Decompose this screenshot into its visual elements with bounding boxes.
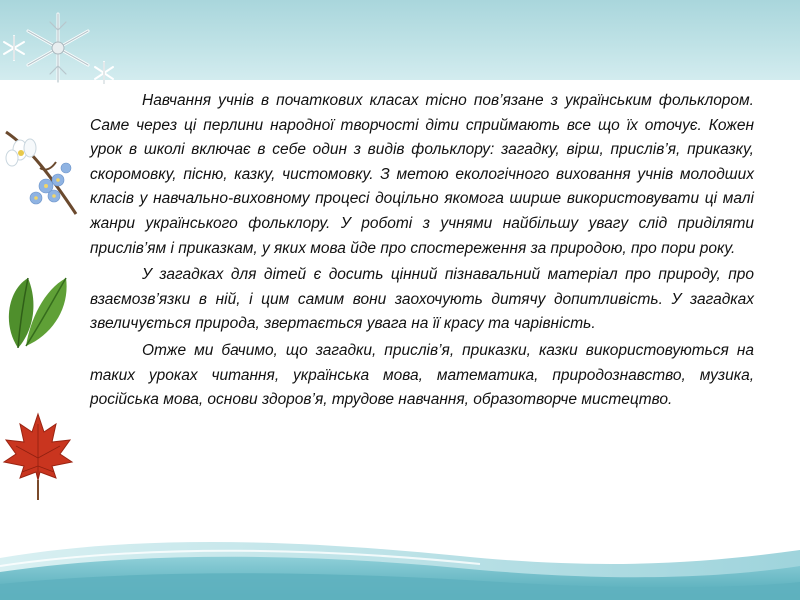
spring-flowers-icon [0,128,82,220]
paragraph-folklore-in-primary-school: Навчання учнів в початкових класах тісно пов’язане з українським фольклором. Саме через ці перлини народної творчості діти сприймають все що їх оточує. Кожен урок в школі включає в себе один з видів фольклору: загадку, вірш, прислів’я, приказку, скоромовку, пісню, казку, чистомовку. З метою екологічного виховання учнів молодших класів у навчально-виховному процесі доцільно якомога ширше використовувати ці малі жанри українського фольклору. У роботі з учнями найбільшу увагу слід приділяти прислів’ям і приказкам, у яких мова йде про спостереження за природою, про пори року. [90,92,754,257]
snowflakes-icon [0,8,130,92]
paragraph-riddles: У загадках для дітей є досить цінний пізнавальний матеріал про природу, про взаємозв’язки в ній, і цим самим вони заохочують дитячу допитливість. У загадках звеличується природа, звертається увага на її красу та чарівність. [90,266,754,333]
main-text-block [90,89,754,415]
bottom-wave-decoration [0,520,800,600]
maple-leaf-icon [2,410,74,502]
green-leaves-icon [4,272,68,352]
paragraph-conclusion: Отже ми бачимо, що загадки, прислів’я, приказки, казки використовуються на таких уроках читання, українська мова, математика, природознавство, музика, російська мова, основи здоров’я, трудове навчання, образотворче мистецтво. [90,341,754,409]
